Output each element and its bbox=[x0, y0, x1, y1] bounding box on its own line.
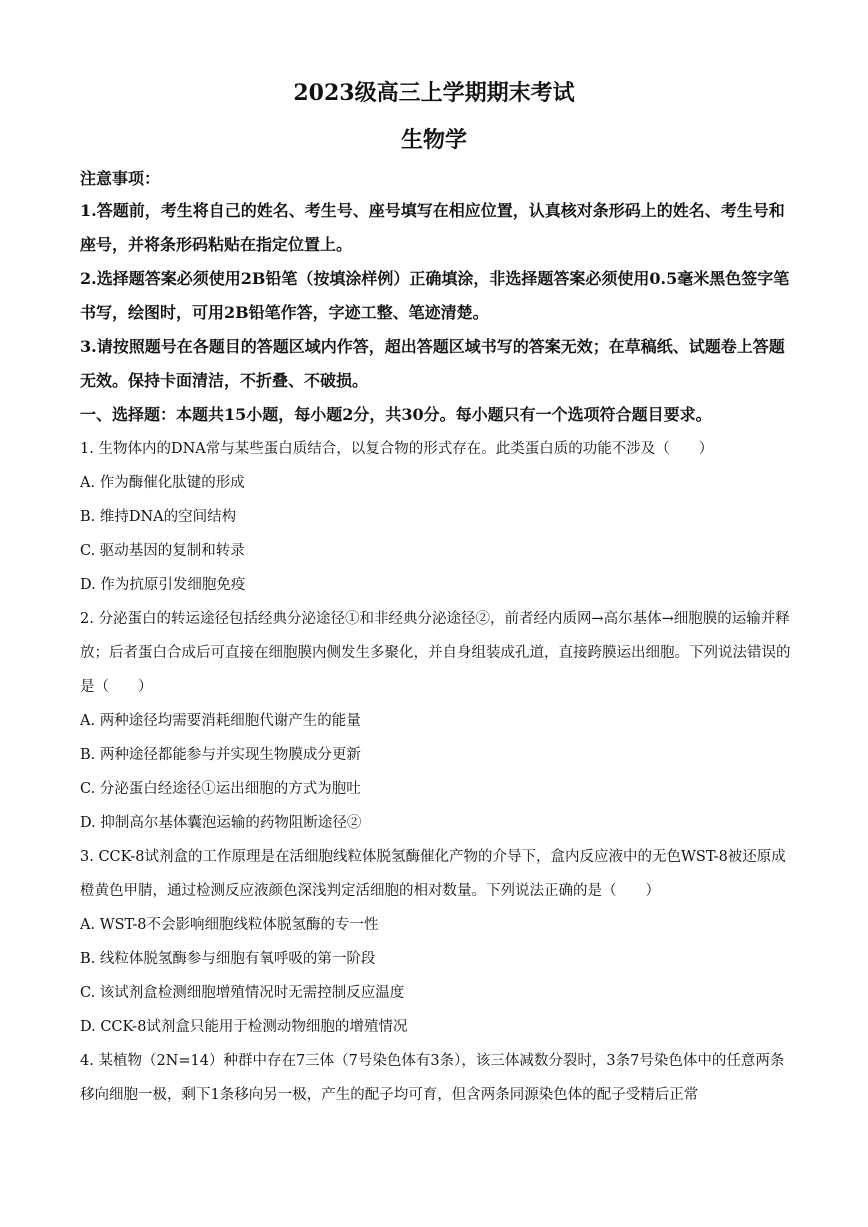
question-3-option-a: A. WST-8不会影响细胞线粒体脱氢酶的专一性 bbox=[80, 917, 379, 933]
section-heading: 一、选择题：本题共15小题，每小题2分，共30分。每小题只有一个选项符合题目要求。 bbox=[80, 405, 712, 424]
question-1-option-c: C. 驱动基因的复制和转录 bbox=[80, 543, 245, 559]
question-3-option-b: B. 线粒体脱氢酶参与细胞有氧呼吸的第一阶段 bbox=[80, 951, 376, 967]
subject-title: 生物学 bbox=[400, 127, 467, 153]
notice-heading: 注意事项： bbox=[80, 169, 161, 188]
question-1-option-d: D. 作为抗原引发细胞免疫 bbox=[80, 577, 246, 593]
question-2-option-a: A. 两种途径均需要消耗细胞代谢产生的能量 bbox=[80, 713, 361, 729]
question-2-stem: 2. 分泌蛋白的转运途径包括经典分泌途径①和非经典分泌途径②，前者经内质网→高尔基体→细胞膜的运输并释放；后者蛋白合成后可直接在细胞膜内侧发生多聚化，并自身组装成孔道，直接跨膜运出细胞。下列说法错误的是（ ） bbox=[80, 611, 791, 695]
question-1-option-a: A. 作为酶催化肽键的形成 bbox=[80, 475, 245, 491]
question-4-stem: 4. 某植物（2N=14）种群中存在7三体（7号染色体有3条），该三体减数分裂时，3条7号染色体中的任意两条移向细胞一极，剩下1条移向另一极，产生的配子均可育，但含两条同源染色体的配子受精后正常 bbox=[80, 1053, 785, 1103]
question-3-option-c: C. 该试剂盒检测细胞增殖情况时无需控制反应温度 bbox=[80, 985, 405, 1001]
exam-title: 2023级高三上学期期末考试 bbox=[293, 80, 575, 106]
question-1-option-b: B. 维持DNA的空间结构 bbox=[80, 509, 237, 525]
question-3-stem: 3. CCK-8试剂盒的工作原理是在活细胞线粒体脱氢酶催化产物的介导下，盒内反应液中的无色WST-8被还原成橙黄色甲腈，通过检测反应液颜色深浅判定活细胞的相对数量。下列说法正确的是（ ） bbox=[80, 849, 786, 899]
question-3-option-d: D. CCK-8试剂盒只能用于检测动物细胞的增殖情况 bbox=[80, 1019, 408, 1035]
question-2-option-d: D. 抑制高尔基体囊泡运输的药物阻断途径② bbox=[80, 815, 362, 831]
notice-item-1: 1.答题前，考生将自己的姓名、考生号、座号填写在相应位置，认真核对条形码上的姓名、考生号和座号，并将条形码粘贴在指定位置上。 bbox=[80, 201, 785, 254]
question-2-option-c: C. 分泌蛋白经途径①运出细胞的方式为胞吐 bbox=[80, 781, 361, 797]
notice-item-2: 2.选择题答案必须使用2B铅笔（按填涂样例）正确填涂，非选择题答案必须使用0.5毫米黑色签字笔书写，绘图时，可用2B铅笔作答，字迹工整、笔迹清楚。 bbox=[80, 269, 790, 322]
notice-item-3: 3.请按照题号在各题目的答题区域内作答，超出答题区域书写的答案无效；在草稿纸、试题卷上答题无效。保持卡面清洁，不折叠、不破损。 bbox=[80, 337, 785, 390]
question-2-option-b: B. 两种途径都能参与并实现生物膜成分更新 bbox=[80, 747, 361, 763]
question-1-stem: 1. 生物体内的DNA常与某些蛋白质结合，以复合物的形式存在。此类蛋白质的功能不涉及（ ） bbox=[80, 441, 714, 457]
